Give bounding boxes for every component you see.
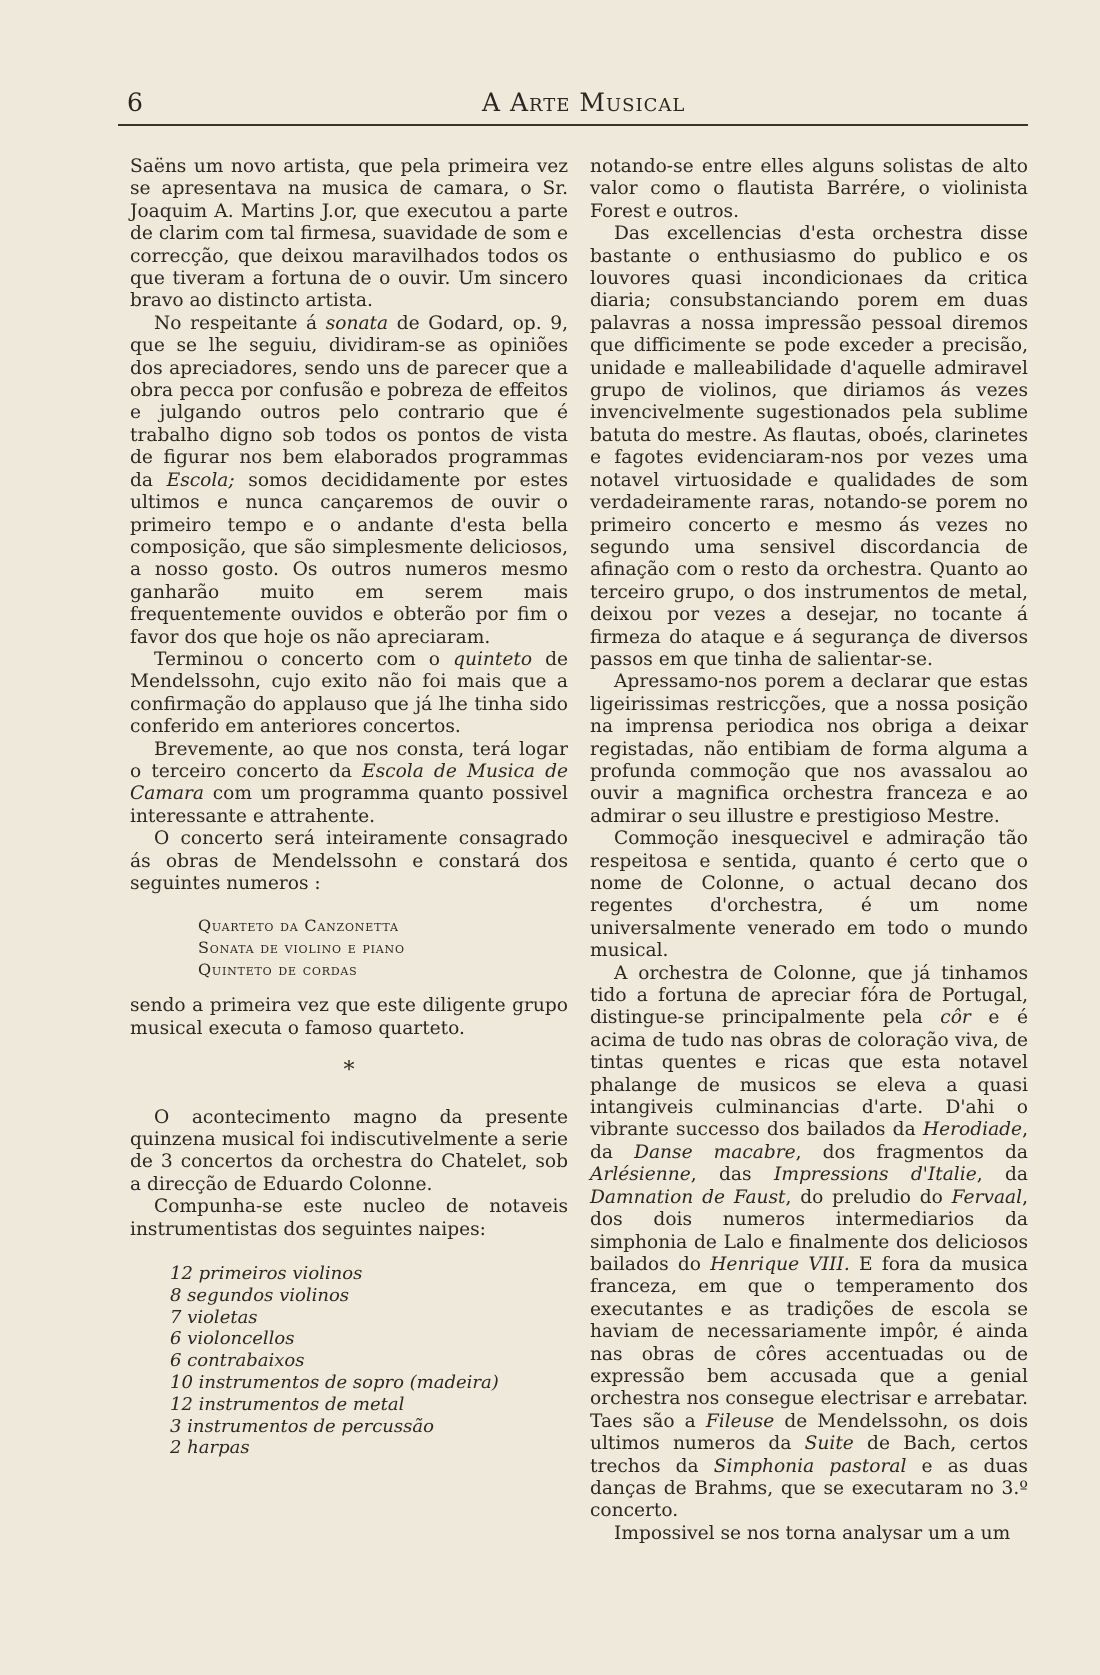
paragraph: Apressamo-nos porem a declarar que estas ligeirissimas restricções, que a nossa posição na imprensa periodica nos obriga a deixar registadas, não entibiam de forma alguma a profunda commoção que nos avassalou ao ouvir a magnifica orchestra franceza e ao admirar o seu illustre e prestigioso Mestre.: [590, 671, 1028, 827]
header-rule: [118, 124, 1028, 126]
running-head: [127, 88, 1020, 128]
paragraph: A orchestra de Colonne, que já tinhamos tido a fortuna de apreciar fóra de Portugal, distingue-se principalmente pela côr e é acima de tudo nas obras de coloração viva, de tintas quentes e ricas que esta notavel phalange de musicos se eleva a quasi intangiveis culminancias d'arte. D'ahi o vibrante successo dos bailados da Herodiade, da Danse macabre, dos fragmentos da Arlésienne, das Impressions d'Italie, da Damnation de Faust, do preludio do Fervaal, dos dois numeros intermediarios da simphonia de Lalo e finalmente dos deliciosos bailados do Henrique VIII. E fora da musica franceza, em que o temperamento dos executantes e as tradições de escola se haviam de necessariamente impôr, é ainda nas obras de côres accentuadas ou de expressão bem accusada que a genial orchestra nos consegue electrisar e arrebatar. Taes são a Fileuse de Mendelssohn, os dois ultimos numeros da Suite de Bach, certos trechos da Simphonia pastoral e as duas danças de Brahms, que se executaram no 3.º concerto.: [590, 962, 1029, 1522]
section-item: 10 instrumentos de sopro (madeira): [170, 1372, 499, 1394]
section-item: 8 segundos violinos: [170, 1284, 350, 1306]
journal-title: A Arte Musical: [482, 88, 686, 117]
paragraph: Compunha-se este nucleo de notaveis instrumentistas dos seguintes naipes:: [130, 1196, 568, 1240]
section-asterism: *: [343, 1058, 355, 1084]
paragraph: notando-se entre elles alguns solistas de alto valor como o flautista Barrére, o violinista Forest e outros.: [590, 156, 1028, 222]
section-item: 3 instrumentos de percussão: [170, 1415, 434, 1437]
paragraph: sendo a primeira vez que este diligente grupo musical executa o famoso quarteto.: [130, 995, 568, 1039]
paragraph: O acontecimento magno da presente quinzena musical foi indiscutivelmente a serie de 3 concertos da orchestra do Chatelet, sob a direcção de Eduardo Colonne.: [130, 1106, 568, 1195]
paragraph: Terminou o concerto com o quinteto de Mendelssohn, cujo exito não foi mais que a confirmação do applauso que já lhe tinha sido conferido em anteriores concertos.: [130, 648, 568, 738]
paragraph: Brevemente, ao que nos consta, terá logar o terceiro concerto da Escola de Musica de Camara com um programma quanto possivel interessante e attrahente.: [130, 738, 568, 827]
section-item: 6 violoncellos: [170, 1328, 295, 1350]
concert-program-list: [198, 915, 568, 981]
section-item: 2 harpas: [170, 1437, 250, 1459]
program-item: Quarteto da Canzonetta: [198, 916, 399, 936]
section-item: 12 instrumentos de metal: [170, 1393, 405, 1415]
page-number: 6: [127, 88, 143, 117]
paragraph: No respeitante á sonata de Godard, op. 9, que se lhe seguiu, dividiram-se as opiniões dos apreciadores, sendo uns de parecer que a obra pecca por confusão e pobreza de effeitos e julgando outros pelo contrario que é trabalho digno sob todos os pontos de vista de figurar nos bem elaborados programmas da Escola; somos decididamente por estes ultimos e nunca cançaremos de ouvir o primeiro tempo e o andante d'esta bella composição, que são simplesmente deliciosos, a nosso gosto. Os outros numeros mesmo ganharão muito em serem mais frequentemente ouvidos e obterão por fim o favor dos que hoje os não apreciaram.: [130, 312, 569, 648]
section-item: 6 contrabaixos: [170, 1350, 305, 1372]
paragraph: Commoção inesquecivel e admiração tão respeitosa e sentida, quanto é certo que o nome de Colonne, o actual decano dos regentes d'orchestra, é um nome universalmente venerado em todo o mundo musical.: [590, 828, 1028, 962]
program-item: Sonata de violino e piano: [198, 938, 405, 958]
section-item: 12 primeiros violinos: [170, 1263, 363, 1285]
paragraph: Impossivel se nos torna analysar um a um: [614, 1522, 1011, 1544]
section-item: 7 violetas: [170, 1306, 258, 1328]
right-column: [590, 156, 1028, 1545]
program-item: Quinteto de cordas: [198, 960, 358, 980]
paragraph: Das excellencias d'esta orchestra disse bastante o enthusiasmo do publico e os louvores quasi incondicionaes da critica diaria; consubstanciando porem em duas palavras a nossa impressão pessoal diremos que difficimente se pode exceder a precisão, unidade e malleabilidade d'aquelle admiravel grupo de violinos, que diriamos ás vezes invencivelmente sugestionados pela sublime batuta do mestre. As flautas, oboés, clarinetes e fagotes evidenciaram-nos por vezes uma notavel virtuosidade e qualidades de som verdadeiramente raras, notando-se porem no primeiro concerto e mesmo ás vezes no segundo uma sensivel discordancia de afinação com o resto da orchestra. Quanto ao terceiro grupo, o dos instrumentos de metal, deixou por vezes a desejar, no tocante á firmeza do ataque e á segurança de diversos passos em que tinha de salientar-se.: [590, 223, 1028, 670]
left-column: [130, 156, 568, 1459]
orchestra-sections-list: [170, 1263, 568, 1459]
paragraph: O concerto será inteiramente consagrado ás obras de Mendelssohn e constará dos seguintes numeros :: [130, 828, 568, 894]
paragraph: Saëns um novo artista, que pela primeira vez se apresentava na musica de camara, o Sr. Joaquim A. Martins J.or, que executou a parte de clarim com tal firmesa, suavidade de som e correcção, que deixou maravilhados todos os que tiveram a fortuna de o ouvir. Um sincero bravo ao distincto artista.: [130, 156, 568, 312]
